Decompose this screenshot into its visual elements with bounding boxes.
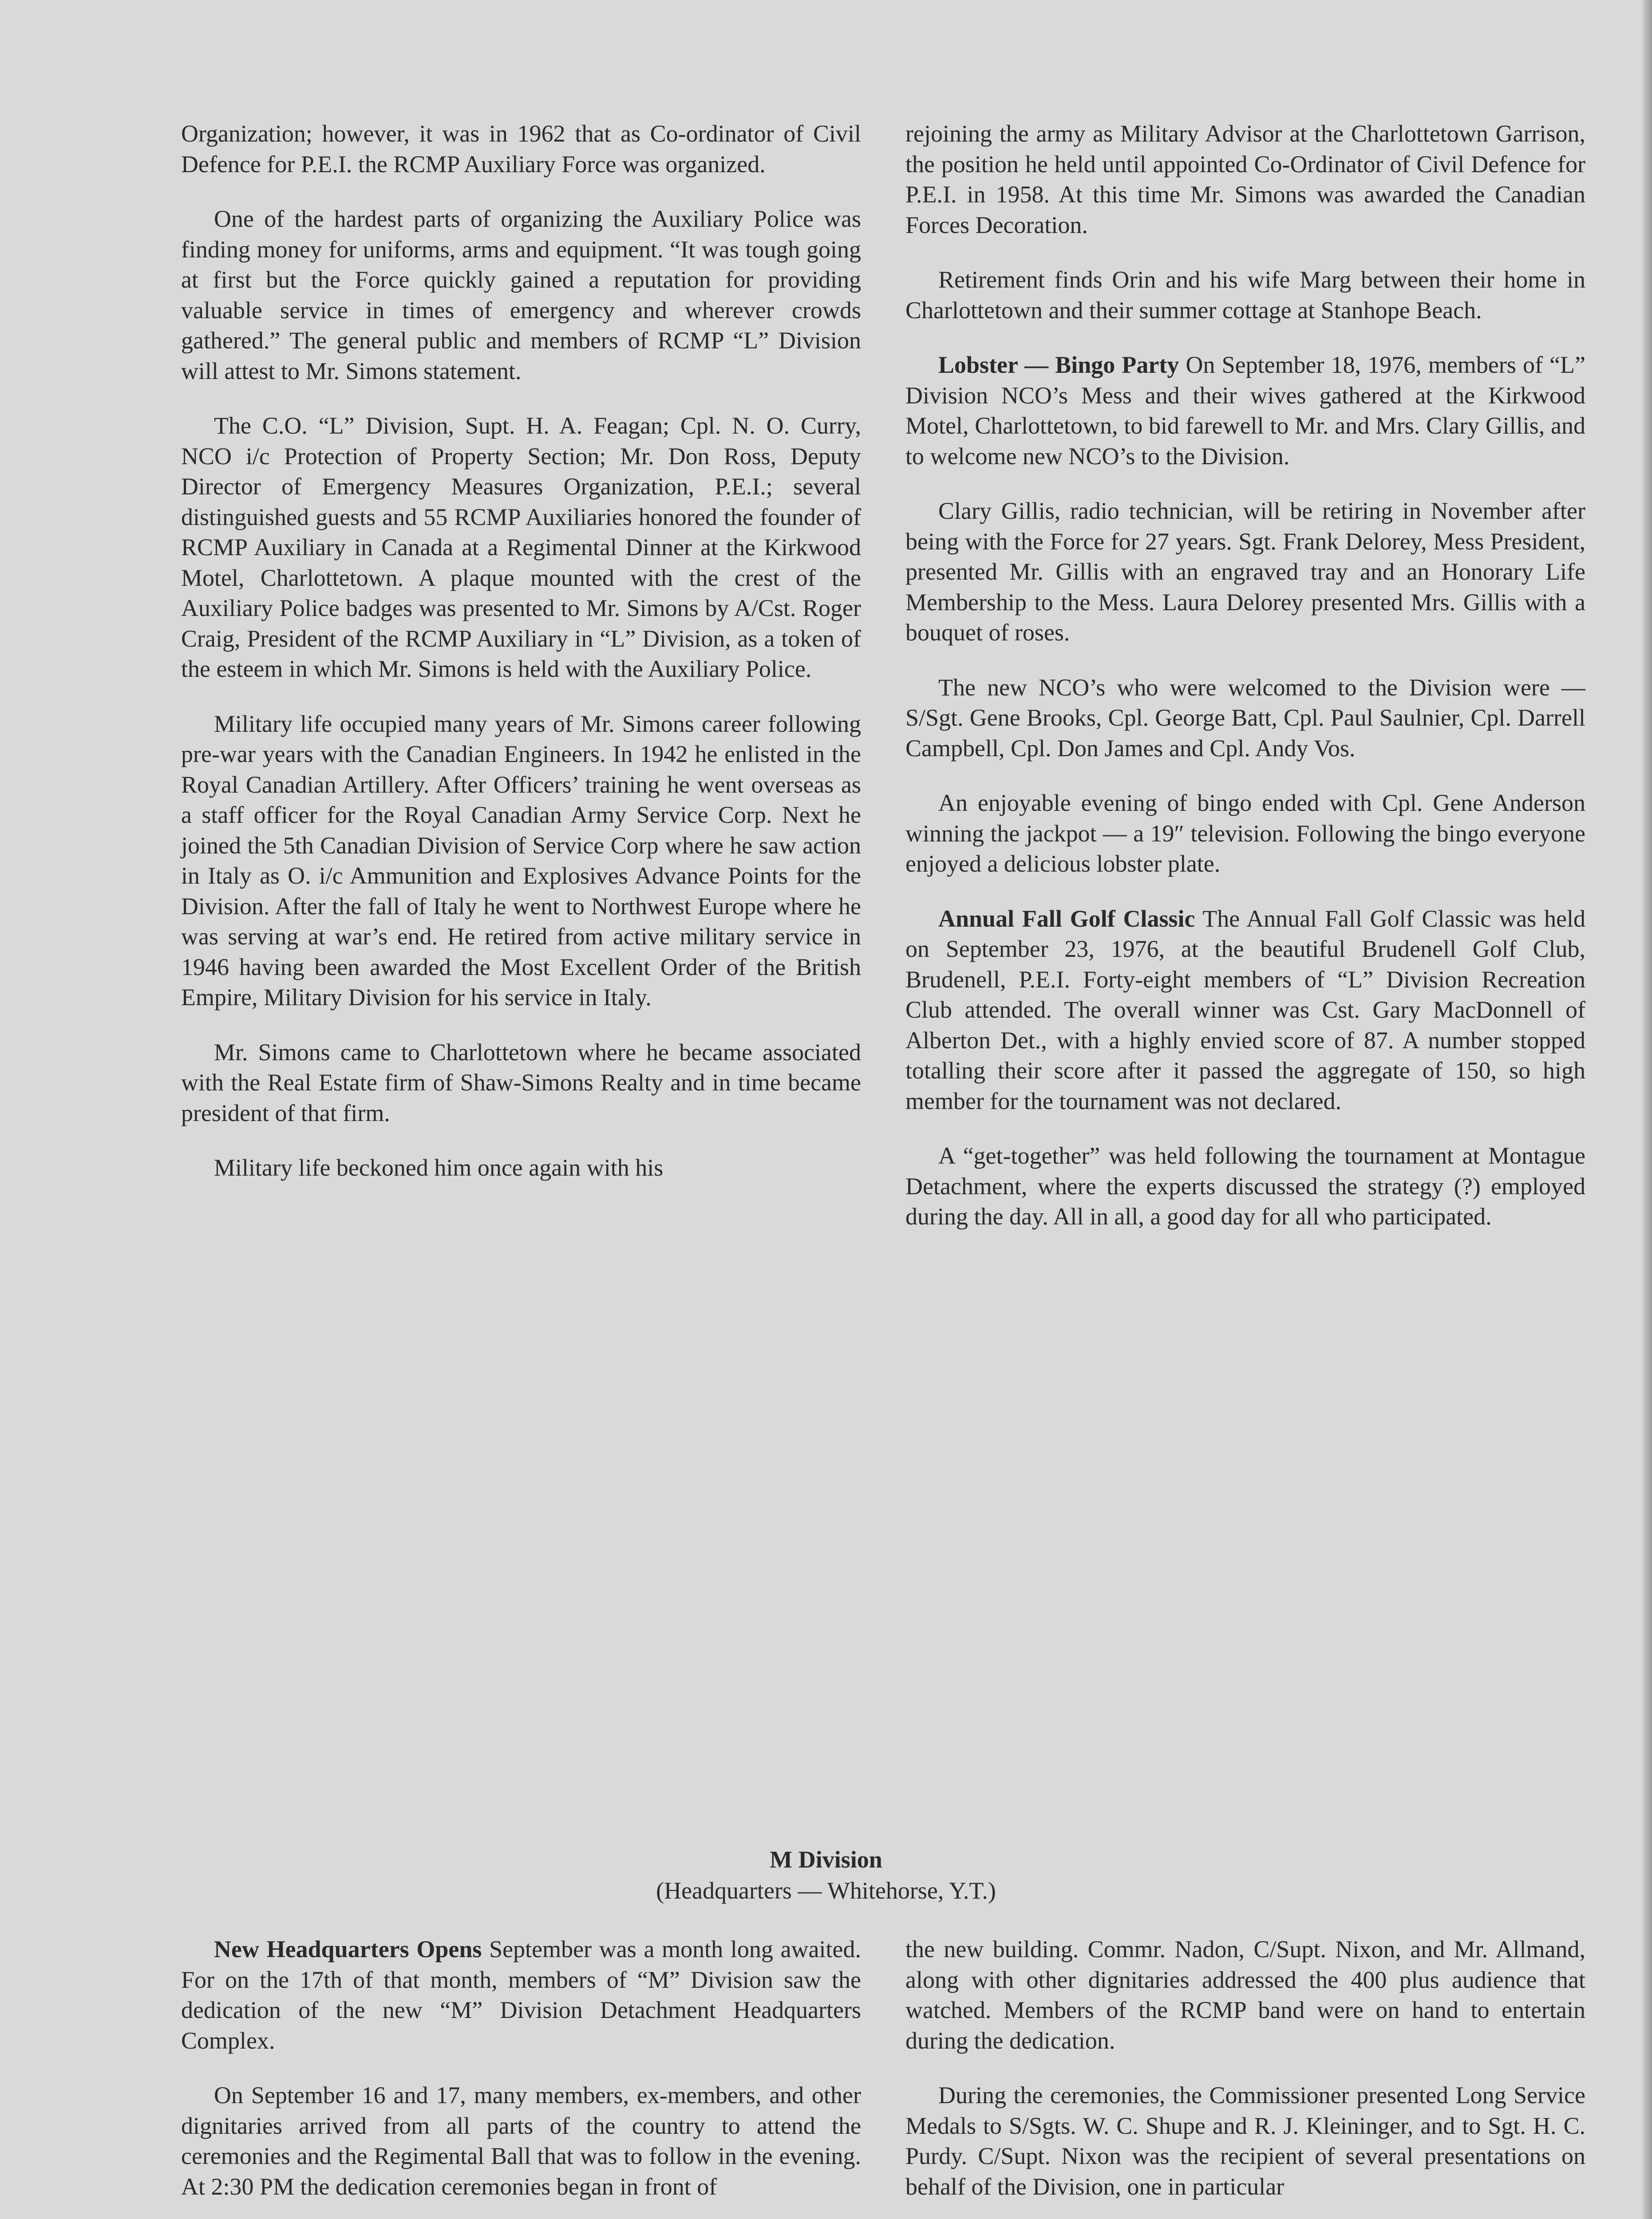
paragraph: Organization; however, it was in 1962 that as Co-ordinator of Civil Defence for P.E.I. the RCMP Auxiliary Force was organized. — [181, 120, 861, 178]
paragraph: An enjoyable evening of bingo ended with Cpl. Gene Anderson winning the jackpot — a 19″ television. Following the bingo everyone enjoyed a delicious lobster plate. — [905, 790, 1585, 877]
paragraph — [905, 904, 1585, 1117]
paragraph: The C.O. “L” Division, Supt. H. A. Feagan; Cpl. N. O. Curry, NCO i/c Protection of Property Section; Mr. Don Ross, Deputy Director of Emergency Measures Organization, P.E.I.; several distinguished guests and 55 RCMP Auxiliaries honored the founder of RCMP Auxiliary in Canada at a Regimental Dinner at the Kirkwood Motel, Charlottetown. A plaque mounted with the crest of the Auxiliary Police badges was presented to Mr. Simons by A/Cst. Roger Craig, President of the RCMP Auxiliary in “L” Division, as a token of the esteem in which Mr. Simons is held with the Auxiliary Police. — [181, 412, 861, 682]
article-column-top-left — [181, 118, 861, 1183]
article-column-bottom-right — [905, 1934, 1585, 2202]
subheading-new-headquarters: New Headquarters Opens — [214, 1936, 482, 1962]
paragraph: Mr. Simons came to Charlottetown where he became associated with the Real Estate firm of Shaw-Simons Realty and in time became president of that firm. — [181, 1038, 861, 1126]
section-header — [0, 1844, 1652, 1906]
paragraph: Military life occupied many years of Mr. Simons career following pre-war years with the Canadian Engineers. In 1942 he enlisted in the Royal Canadian Artillery. After Officers’ training he went overseas as a staff officer for the Royal Canadian Army Service Corp. Next he joined the 5th Canadian Division of Service Corp where he saw action in Italy as O. i/c Ammunition and Explosives Advance Points for the Division. After the fall of Italy he went to Northwest Europe where he was serving at war’s end. He retired from active military service in 1946 having been awarded the Most Excellent Order of the British Empire, Military Division for his service in Italy. — [181, 710, 861, 1011]
paragraph: On September 16 and 17, many members, ex-members, and other dignitaries arrived from all parts of the country to attend the ceremonies and the Regimental Ball that was to follow in the evening. At 2:30 PM the dedication ceremonies began in front of — [181, 2082, 861, 2200]
paragraph-text: September was a month long awaited. For on the 17th of that month, members of “M” Division saw the dedication of the new “M” Division Detachment Headquarters Complex. — [181, 1936, 861, 2054]
section-subtitle: (Headquarters — Whitehorse, Y.T.) — [656, 1877, 996, 1904]
paragraph: Military life beckoned him once again with his — [214, 1154, 664, 1181]
section-title: M Division — [770, 1846, 882, 1873]
paragraph — [905, 350, 1585, 471]
paragraph-text: On September 18, 1976, members of “L” Division NCO’s Mess and their wives gathered at the Kirkwood Motel, Charlottetown, to bid farewell to Mr. and Mrs. Clary Gillis, and to welcome new NCO’s to the Division. — [905, 351, 1586, 470]
paragraph: During the ceremonies, the Commissioner presented Long Service Medals to S/Sgts. W. C. Shupe and R. J. Kleininger, and to Sgt. H. C. Purdy. C/Supt. Nixon was the recipient of several presentations on behalf of the Division, one in particular — [905, 2082, 1585, 2200]
paragraph: A “get-together” was held following the tournament at Montague Detachment, where the experts discussed the strategy (?) employed during the day. All in all, a good day for all who participated. — [905, 1142, 1585, 1230]
paragraph-text: The Annual Fall Golf Classic was held on September 23, 1976, at the beautiful Brudenell Golf Club, Brudenell, P.E.I. Forty-eight members of “L” Division Recreation Club attended. The overall winner was Cst. Gary MacDonnell of Alberton Det., with a highly envied score of 87. A number stopped totalling their score after it passed the aggregate of 150, so high member for the tournament was not declared. — [905, 905, 1585, 1114]
subheading-golf-classic: Annual Fall Golf Classic — [938, 905, 1195, 932]
paragraph: Clary Gillis, radio technician, will be retiring in November after being with the Force for 27 years. Sgt. Frank Delorey, Mess President, presented Mr. Gillis with an engraved tray and an Honorary Life Membership to the Mess. Laura Delorey presented Mrs. Gillis with a bouquet of roses. — [905, 497, 1585, 646]
article-column-bottom-left — [181, 1934, 861, 2202]
paragraph: One of the hardest parts of organizing the Auxiliary Police was finding money for uniforms, arms and equipment. “It was tough going at first but the Force quickly gained a reputation for providing valuable service in times of emergency and wherever crowds gathered.” The general public and members of RCMP “L” Division will attest to Mr. Simons statement. — [181, 205, 861, 384]
paragraph: rejoining the army as Military Advisor at the Charlottetown Garrison, the position he held until appointed Co-Ordinator of Civil Defence for P.E.I. in 1958. At this time Mr. Simons was awarded the Canadian Forces Decoration. — [905, 120, 1585, 238]
paragraph: The new NCO’s who were welcomed to the Division were — S/Sgt. Gene Brooks, Cpl. George Batt, Cpl. Paul Saulnier, Cpl. Darrell Campbell, Cpl. Don James and Cpl. Andy Vos. — [905, 674, 1585, 762]
paragraph: Retirement finds Orin and his wife Marg between their home in Charlottetown and their summer cottage at Stanhope Beach. — [905, 266, 1585, 324]
paragraph — [181, 1934, 861, 2056]
article-column-top-right — [905, 118, 1585, 1232]
subheading-lobster-bingo: Lobster — Bingo Party — [938, 351, 1179, 378]
paragraph: the new building. Commr. Nadon, C/Supt. Nixon, and Mr. Allmand, along with other dignitaries addressed the 400 plus audience that watched. Members of the RCMP band were on hand to entertain during the dedication. — [905, 1936, 1585, 2054]
